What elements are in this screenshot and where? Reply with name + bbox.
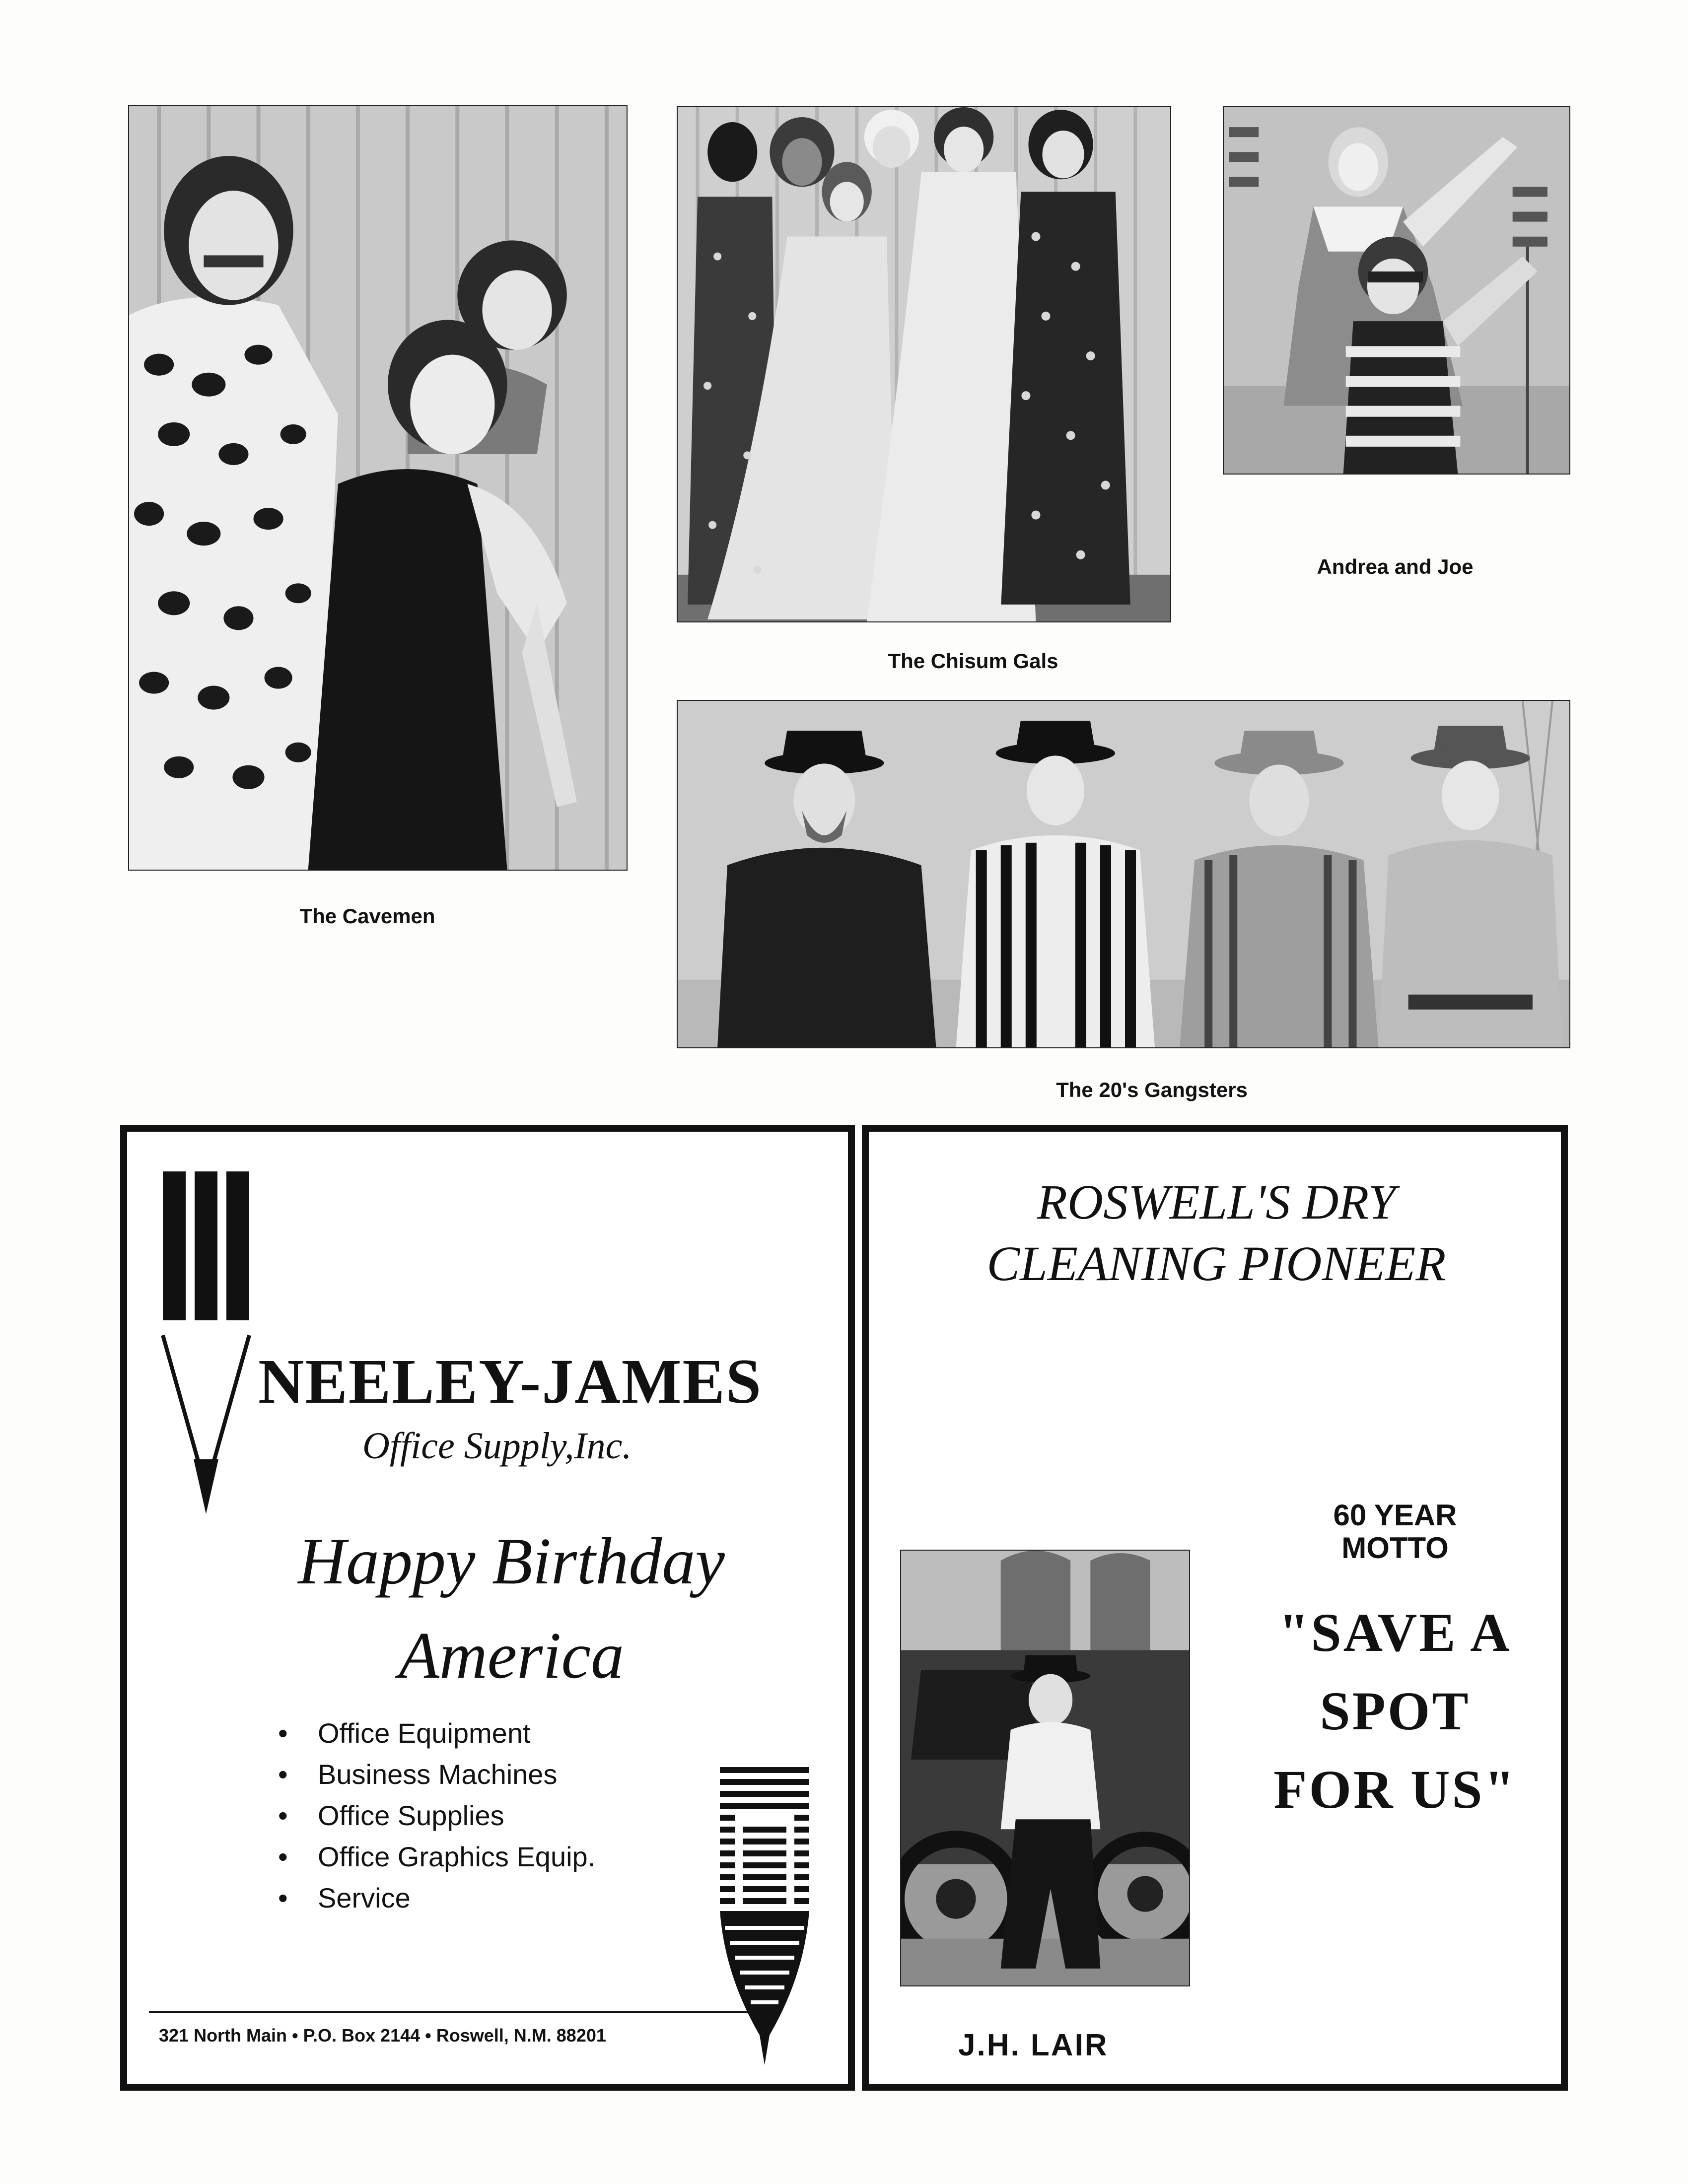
company-address: 321 North Main • P.O. Box 2144 • Roswell, N.M. 88201 [159,2025,606,2046]
andrea-joe-caption: Andrea and Joe [1317,555,1474,578]
list-item: • Office Graphics Equip. [278,1836,595,1877]
lair-photo [900,1550,1190,1986]
list-item: • Office Supplies [278,1795,595,1836]
headline-line-2: CLEANING PIONEER [986,1236,1446,1291]
motto-line-2: SPOT [1320,1681,1471,1741]
list-item: • Office Equipment [278,1712,595,1754]
address-divider [149,2011,779,2013]
roswell-headline [874,1171,1559,1295]
motto-label [1281,1499,1509,1565]
cavemen-photo [128,105,628,871]
gangsters-photo [677,700,1570,1048]
motto-label-line-2: MOTTO [1341,1531,1449,1565]
slogan-line-1: Happy Birthday [298,1524,725,1598]
pencil-logo [159,1171,263,1519]
motto-text [1231,1593,1559,1829]
list-item: • Business Machines [278,1754,595,1795]
chisum-gals-caption: The Chisum Gals [888,649,1058,673]
slogan-line-2: America [399,1619,624,1692]
list-item: • Service [278,1877,595,1918]
pen-nib-logo [715,1767,814,2065]
cavemen-caption: The Cavemen [299,904,435,928]
headline-line-1: ROSWELL'S DRY [1037,1174,1396,1229]
company-subtitle: Office Supply,Inc. [362,1425,632,1467]
andrea-joe-photo [1223,106,1570,475]
motto-label-line-1: 60 YEAR [1333,1499,1457,1532]
motto-line-3: FOR US" [1273,1759,1517,1820]
lair-name: J.H. LAIR [958,2028,1109,2062]
gangsters-caption: The 20's Gangsters [1056,1078,1248,1101]
birthday-slogan [209,1514,814,1703]
motto-line-1: "SAVE A [1278,1602,1512,1663]
company-name: NEELEY-JAMES [258,1346,763,1417]
chisum-gals-photo [677,106,1171,622]
services-list [278,1712,595,1918]
